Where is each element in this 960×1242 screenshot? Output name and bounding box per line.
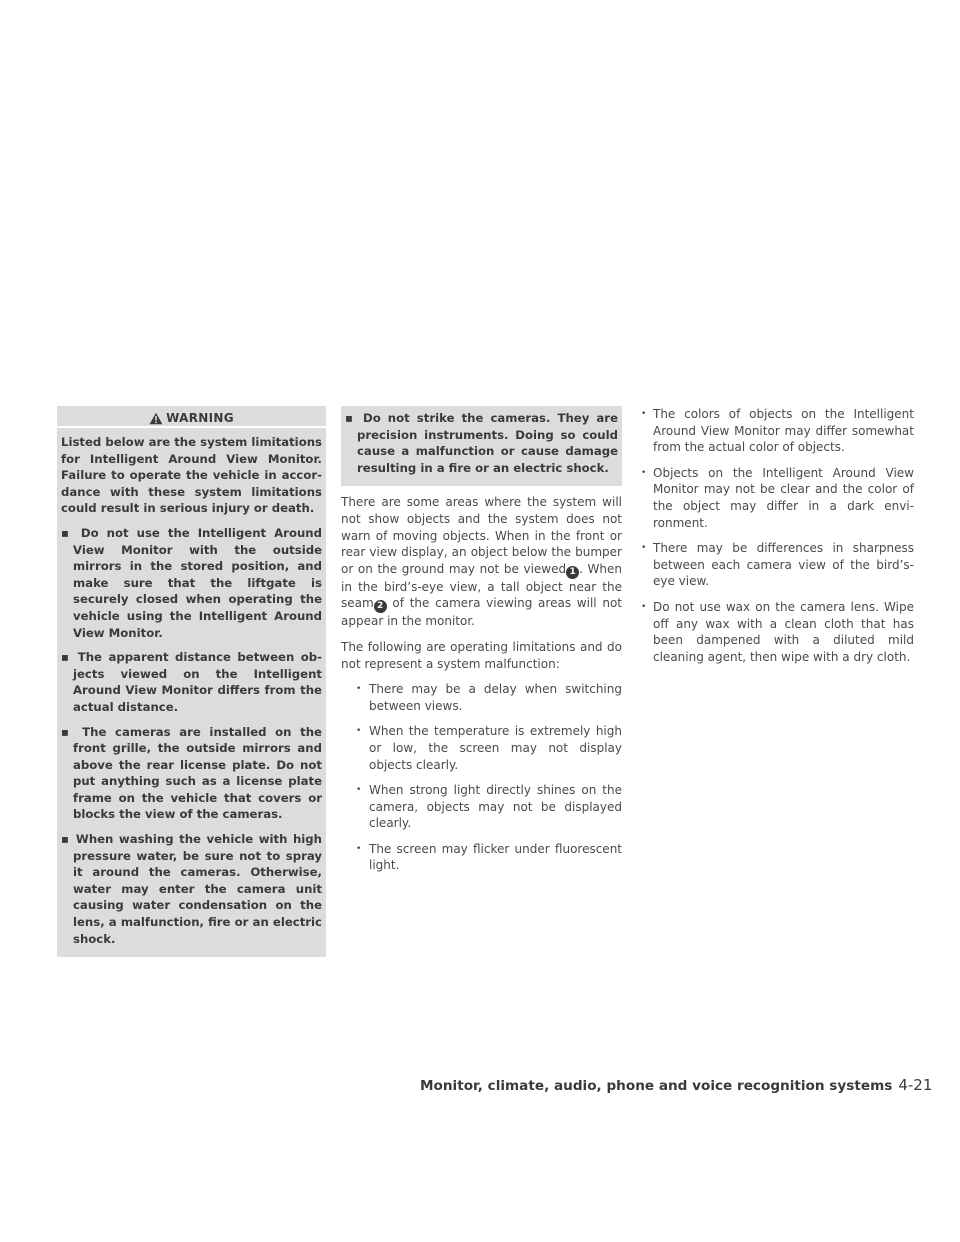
list-item: • The screen may flicker under fluorescent light.: [341, 841, 622, 874]
callout-2-icon: 2: [374, 600, 387, 613]
warning-intro: Listed below are the system limitations for Intelligent Around View Monitor. Failure to operate the vehicle in accordance with these system limitations could result in serious injury or death.: [61, 435, 322, 516]
list-item: • The colors of objects on the Intelligent Around View Monitor may differ somewhat from the actual color of objects.: [631, 406, 914, 456]
right-column: [631, 406, 914, 674]
warning-item: ▪ When washing the vehicle with high pressure water, be sure not to spray it around the cameras. Otherwise, water may enter the camera unit causing water condensation on the lens, a malfunction, fire or an electric shock.: [61, 832, 322, 946]
page-number: 4-21: [898, 1076, 933, 1094]
warning-item: ▪ The apparent distance between objects viewed on the Intelligent Around View Monitor differs from the actual distance.: [61, 650, 322, 714]
list-item: • When strong light directly shines on the camera, objects may not be displayed clearly.: [341, 782, 622, 832]
page-footer: [420, 1075, 933, 1094]
blind-spot-paragraph: There are some areas where the system will not show objects and the system does not warn of moving objects. When in the front or rear view display, an object below the bumper or on the ground may not be viewed 1 . When in the bird’s-eye view, a tall object near the seam 2 of the camera viewing areas will not appear in the monitor.: [341, 495, 622, 629]
section-title: Monitor, climate, audio, phone and voice recognition systems: [420, 1078, 893, 1094]
warning-header: [57, 406, 326, 428]
callout-1-icon: 1: [566, 566, 579, 579]
warning-list: [61, 525, 322, 947]
limitations-intro: The following are operating limitations and do not represent a system malfunction:: [341, 639, 622, 671]
warning-item: ▪ Do not strike the cameras. They are precision instruments. Doing so could cause a malfunction or cause damage resulting in a fire or an electric shock.: [345, 411, 618, 475]
left-column: [57, 406, 326, 957]
warning-list-continued: [345, 410, 618, 476]
warning-box: [57, 406, 326, 957]
warning-triangle-icon: [149, 412, 163, 425]
list-item: • There may be differences in sharpness between each camera view of the bird’s-eye view.: [631, 540, 914, 590]
middle-column: [341, 406, 622, 883]
limitations-list-continued: [631, 406, 914, 665]
list-item: • Do not use wax on the camera lens. Wipe off any wax with a clean cloth that has been dampened with a diluted mild cleaning agent, then wipe with a dry cloth.: [631, 599, 914, 665]
limitations-list: [341, 681, 622, 874]
list-item: • When the temperature is extremely high or low, the screen may not display objects clearly.: [341, 723, 622, 773]
list-item: • Objects on the Intelligent Around View Monitor may not be clear and the color of the object may differ in a dark environment.: [631, 465, 914, 531]
warning-item: ▪ Do not use the Intelligent Around View Monitor with the outside mirrors in the stored position, and make sure that the liftgate is securely closed when operating the vehicle using the Intelligent Around View Monitor.: [61, 525, 322, 640]
warning-item: ▪ The cameras are installed on the front grille, the outside mirrors and above the rear license plate. Do not put anything such as a license plate frame on the vehicle that covers or blocks the view of the cameras.: [61, 724, 322, 822]
warning-title: WARNING: [166, 411, 234, 425]
warning-box-continued: [341, 406, 622, 486]
list-item: • There may be a delay when switching between views.: [341, 681, 622, 714]
